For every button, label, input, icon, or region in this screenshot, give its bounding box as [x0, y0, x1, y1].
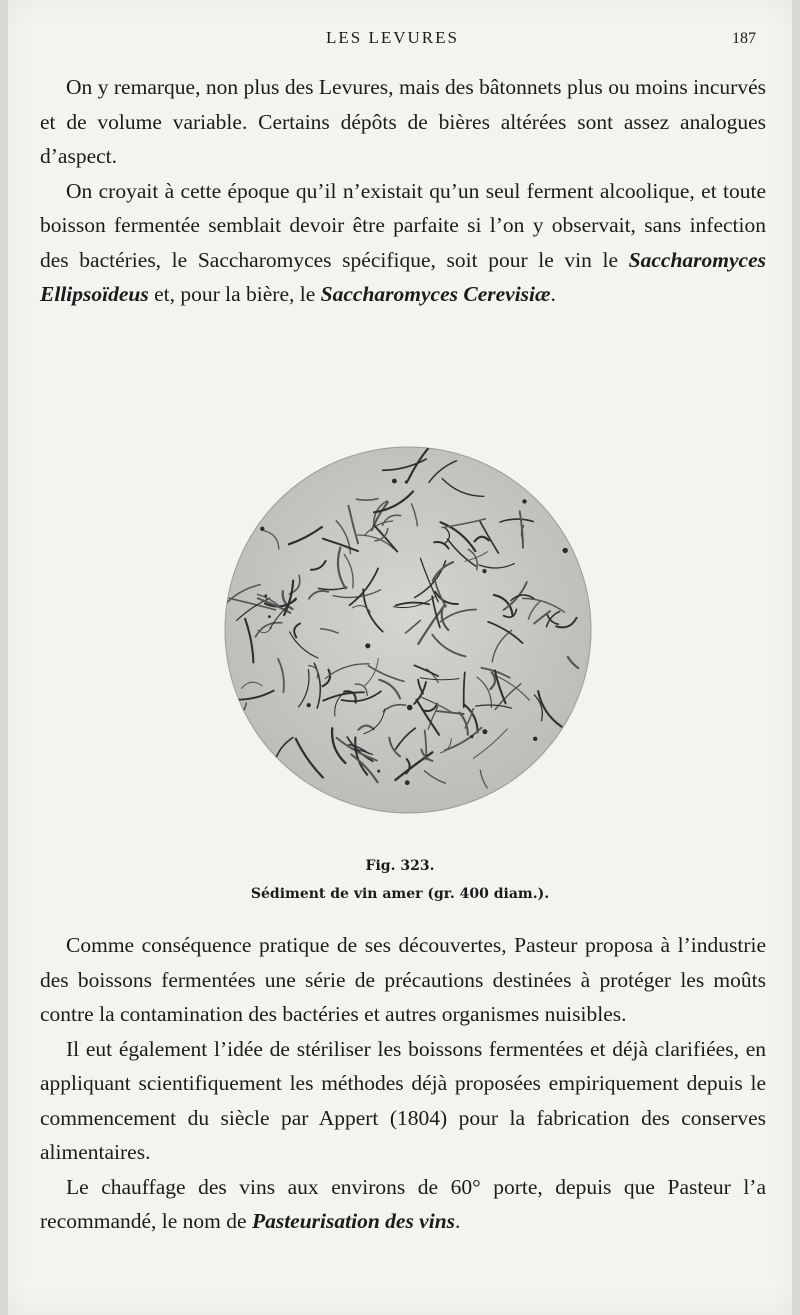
sediment-particle: [482, 569, 486, 573]
body-text-bottom: [40, 928, 766, 1239]
paragraph-bacilli: On y remarque, non plus des Levures, mais des bâtonnets plus ou moins incurvés et de volume variable. Certains dépôts de bières altérées sont assez analogues d’aspect.: [40, 75, 766, 168]
sediment-particle: [260, 527, 264, 531]
bacterium-rod: [551, 510, 586, 516]
sediment-particle: [533, 737, 537, 741]
bacterium-rod: [479, 459, 495, 461]
figure-micrograph: [218, 440, 598, 820]
sediment-particle: [377, 770, 380, 773]
sediment-particle: [563, 548, 568, 553]
sediment-particle: [405, 780, 410, 785]
sediment-particle: [547, 780, 552, 785]
paragraph-text: .: [455, 1209, 461, 1233]
sediment-particle: [365, 643, 370, 648]
figure-label: Fig. 323.: [365, 858, 435, 874]
sediment-particle: [405, 480, 408, 483]
sediment-particle: [522, 499, 526, 503]
term-pasteurisation: Pasteurisation des vins: [251, 1209, 456, 1233]
sediment-particle: [392, 479, 397, 484]
sediment-particle: [407, 705, 413, 711]
paragraph-precautions: Comme conséquence pratique de ses découvertes, Pasteur proposa à l’industrie des boissons fermentées une série de précautions destinées à protéger les moûts contre la contamination des bactéries et autres organismes nuisibles.: [40, 933, 766, 1026]
book-page: [8, 0, 792, 1315]
body-text-top: [40, 70, 766, 312]
paragraph-text: .: [550, 282, 556, 306]
sediment-particle: [307, 703, 311, 707]
paragraph-text: On croyait à cette époque qu’il n’existait qu’un seul ferment alcoolique, et toute boisson fermentée semblait devoir être parfaite si l’on y observait, sans infection des bactéries, le Saccharomyces spécifique, soit pour le vin le: [40, 178, 766, 272]
sediment-particle: [265, 594, 268, 597]
paragraph-pasteurisation: [40, 1170, 766, 1239]
sediment-particle: [295, 780, 299, 784]
species-name-ellipsoideus: Saccharomyces Ellipsoïdeus: [40, 247, 766, 306]
micrograph-image: [218, 440, 598, 820]
bacterium-rod: [249, 491, 282, 497]
species-name-cerevisiae: Saccharomyces Cerevisiæ: [320, 282, 551, 306]
sediment-particle: [482, 729, 487, 734]
page-header: [8, 28, 792, 52]
paragraph-text: Le chauffage des vins aux environs de 60° porte, depuis que Pasteur l’a recommandé, le nom de: [40, 1174, 766, 1233]
sediment-particle: [470, 735, 473, 738]
sediment-particle: [268, 615, 271, 618]
page-number: 187: [732, 30, 756, 47]
running-title: LES LEVURES: [326, 28, 459, 47]
paragraph-text: et, pour la bière, le: [148, 282, 321, 306]
paragraph-single-ferment: [40, 174, 766, 312]
paragraph-sterilisation: Il eut également l’idée de stériliser les boissons fermentées et déjà clarifiées, en appliquant scientifiquement les méthodes déjà proposées empiriquement depuis le commencement du siècle par Appert (1804) pour la fabrication des conserves alimentaires.: [40, 1036, 766, 1164]
figure-caption: Sédiment de vin amer (gr. 400 diam.).: [250, 886, 550, 902]
bacterium-rod: [270, 452, 276, 485]
